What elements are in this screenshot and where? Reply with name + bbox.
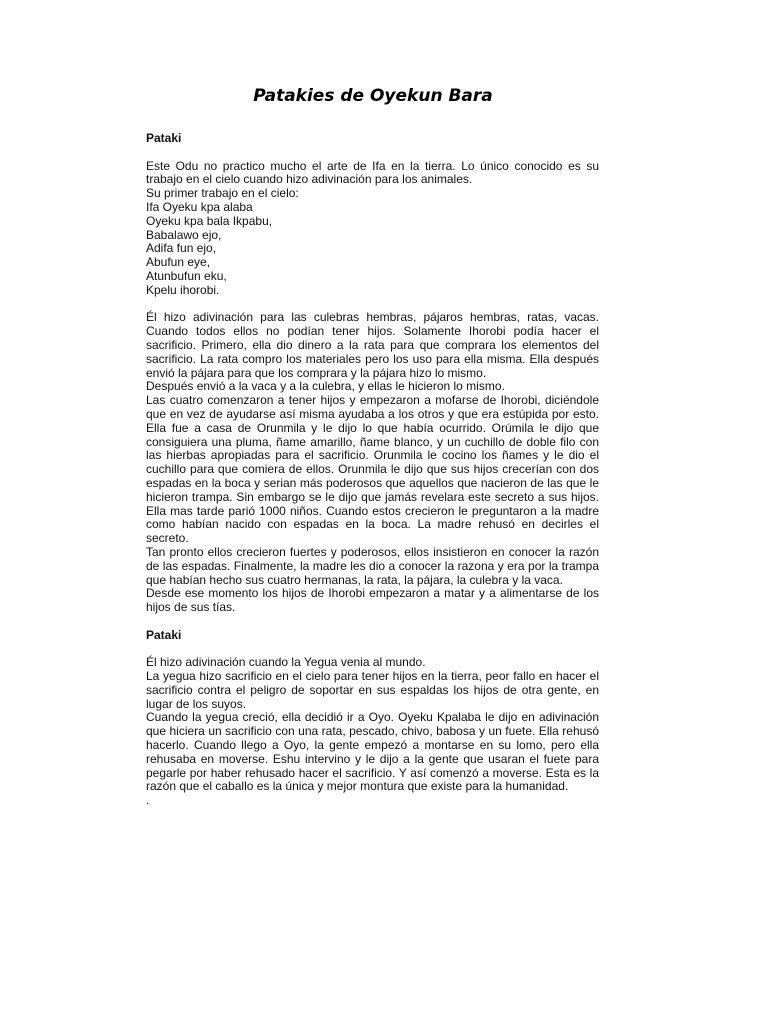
section-heading: Pataki — [146, 627, 182, 642]
body-paragraph: Después envió a la vaca y a la culebra, y ellas le hicieron lo mismo. — [146, 379, 505, 394]
body-paragraph: Desde ese momento los hijos de Ihorobi empezaron a matar y a alimentarse de los hijos de sus tías. — [146, 586, 599, 615]
verse-line: Atunbufun eku, — [146, 268, 227, 283]
verse-line: Abufun eye, — [146, 255, 211, 270]
verse-line: Babalawo ejo, — [146, 227, 222, 242]
paragraph-gap — [146, 615, 599, 629]
body-paragraph: Las cuatro comenzaron a tener hijos y empezaron a mofarse de Ihorobi, diciéndole que en vez de ayudarse así misma ayudaba a los otros y que era estúpida por esto. Ella fue a casa de Orunmila y le dijo lo que había ocurrido. Orúmila le dijo que consiguiera una pluma, ñame amarillo, ñame blanco, y un cuchillo de doble filo con las hierbas apropiadas para el sacrificio. Orunmila le cocino los ñames y le dio el cuchillo para que comiera de ellos. Orunmila le dijo que sus hijos crecerían con dos espadas en la boca y serian más poderosos que aquellos que nacieron de las que le hicieron trampa. Sin embargo se le dijo que jamás revelara este secreto a sus hijos. Ella mas tarde parió 1000 niños. Cuando estos crecieron le preguntaron a la madre como habían nacido con espadas en la boca. La madre rehusó en decirles el secreto. — [146, 393, 599, 546]
section-heading: Pataki — [146, 131, 182, 145]
body-paragraph: Él hizo adivinación para las culebras hembras, pájaros hembras, ratas, vacas. Cuando todos ellos no podían tener hijos. Solamente Ihorobi podía hacer el sacrificio. Primero, ella dio dinero a la rata para que comprara los elementos del sacrificio. La rata compro los materiales pero los uso para ella misma. Ella después envió la pájara para que los comprara y la pájara hizo lo mismo. — [146, 310, 599, 380]
body-paragraph: . — [146, 793, 150, 808]
body-paragraph: La yegua hizo sacrificio en el cielo para tener hijos en la tierra, peor fallo en hacer el sacrificio contra el peligro de soportar en sus espaldas los hijos de otra gente, en lugar de los suyos. — [146, 669, 599, 711]
document-body — [146, 132, 599, 808]
body-paragraph: Él hizo adivinación cuando la Yegua venia al mundo. — [146, 655, 426, 670]
verse-line: Adifa fun ejo, — [146, 241, 217, 256]
body-paragraph: Tan pronto ellos crecieron fuertes y poderosos, ellos insistieron en conocer la razón de las espadas. Finalmente, la madre les dio a conocer la razona y era por la trampa que habían hecho sus cuatro hermanas, la rata, la pájara, la culebra y la vaca. — [146, 544, 599, 587]
verse-line: Kpelu ihorobi. — [146, 282, 220, 297]
verse-line: Oyeku kpa bala Ikpabu, — [146, 213, 273, 228]
document-title: Patakies de Oyekun Bara — [253, 86, 493, 106]
intro-paragraph: Este Odu no practico mucho el arte de Ifa en la tierra. Lo único conocido es su trabajo en el cielo cuando hizo adivinación para los animales. — [146, 158, 599, 187]
body-paragraph: Cuando la yegua creció, ella decidió ir a Oyo. Oyeku Kpalaba le dijo en adivinación que hiciera un sacrificio con una rata, pescado, chivo, babosa y un fuete. Ella rehusó hacerlo. Cuando llego a Oyo, la gente empezó a montarse en su lomo, pero ella rehusaba en moverse. Eshu intervino y le dijo a la gente que usaran el fuete para pegarle por haber rehusado hacer el sacrificio. Y así comenzó a moverse. Esta es la razón que el caballo es la única y mejor montura que existe para la humanidad. — [146, 710, 599, 794]
verse-line: Ifa Oyeku kpa alaba — [146, 199, 253, 214]
verse-line: Su primer trabajo en el cielo: — [146, 186, 299, 201]
